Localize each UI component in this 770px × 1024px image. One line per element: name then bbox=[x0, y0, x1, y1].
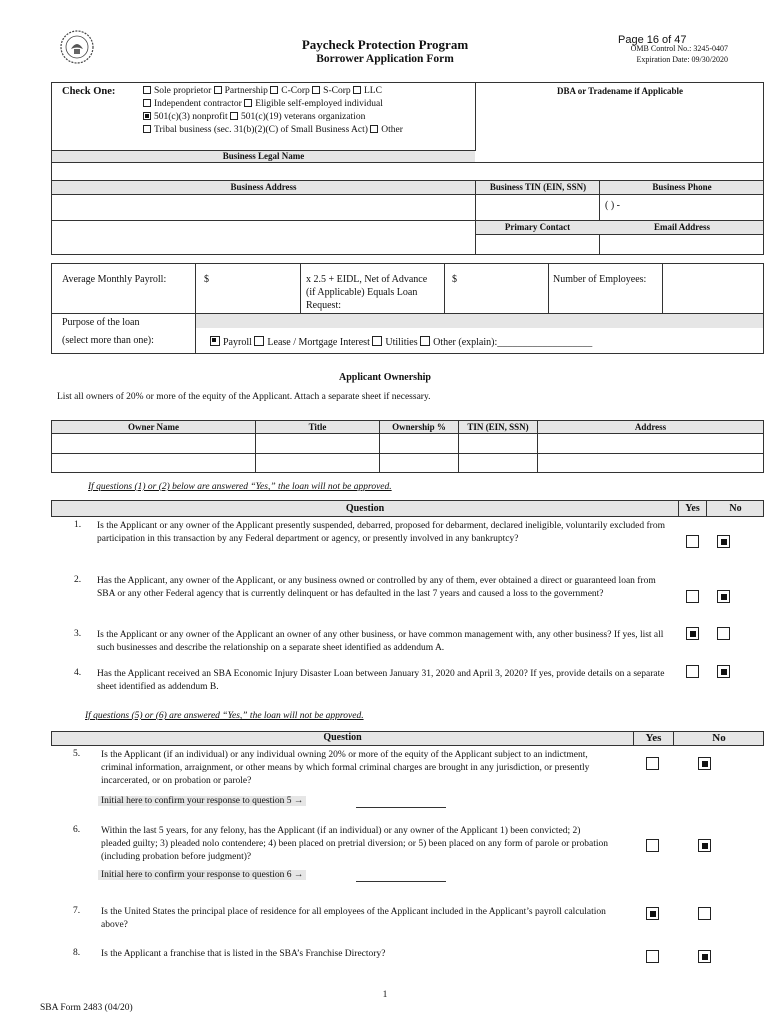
no-checkbox[interactable] bbox=[717, 665, 730, 678]
ownership-heading: Applicant Ownership bbox=[339, 372, 431, 383]
avg-payroll-label: Average Monthly Payroll: bbox=[62, 274, 167, 285]
avg-payroll-field[interactable]: $ bbox=[204, 274, 209, 285]
address-field[interactable] bbox=[52, 195, 474, 254]
page-number: 1 bbox=[382, 990, 388, 1000]
no-checkbox[interactable] bbox=[698, 839, 711, 852]
legal-name-field[interactable] bbox=[52, 163, 763, 180]
section1-warning: If questions (1) or (2) below are answered “Yes,” the loan will not be approved. bbox=[88, 482, 392, 492]
employees-field[interactable] bbox=[663, 264, 763, 312]
section1-col-no: No bbox=[729, 503, 742, 514]
form-title: Paycheck Protection Program bbox=[301, 37, 469, 52]
loan-formula-label: x 2.5 + EIDL, Net of Advance (if Applicable) Equals Loan Request: bbox=[306, 274, 428, 311]
option-label: Independent contractor bbox=[154, 99, 242, 109]
question-text: Is the Applicant a franchise that is listed in the SBA’s Franchise Directory? bbox=[101, 949, 386, 959]
question-number: 2. bbox=[74, 575, 82, 585]
option-label: 501(c)(3) nonprofit bbox=[154, 112, 228, 122]
col-tin: TIN (EIN, SSN) bbox=[467, 422, 529, 432]
employees-label: Number of Employees: bbox=[553, 274, 647, 285]
entity-options-row bbox=[143, 98, 403, 111]
section2-col-yes: Yes bbox=[645, 732, 662, 744]
page-indicator: Page 16 of 47 bbox=[618, 34, 687, 46]
checkbox[interactable] bbox=[230, 112, 238, 120]
no-checkbox[interactable] bbox=[698, 950, 711, 963]
no-checkbox[interactable] bbox=[717, 535, 730, 548]
entity-options-row bbox=[143, 111, 403, 124]
no-checkbox[interactable] bbox=[698, 907, 711, 920]
yes-checkbox[interactable] bbox=[686, 535, 699, 548]
owner-row-2[interactable] bbox=[52, 454, 763, 472]
no-checkbox[interactable] bbox=[698, 757, 711, 770]
question-number: 7. bbox=[73, 906, 81, 916]
checkbox[interactable] bbox=[143, 125, 151, 133]
omb-info bbox=[620, 43, 728, 65]
question-text: Is the Applicant or any owner of the Applicant presently suspended, debarred, proposed for debarment, declared ineligible, voluntarily excluded from participation in this transaction by any Federal department or agency, or presently involved in any bankruptcy? bbox=[97, 521, 665, 544]
question-number: 6. bbox=[73, 825, 81, 835]
form-id: SBA Form 2483 (04/20) bbox=[40, 1003, 133, 1013]
checkbox[interactable] bbox=[353, 86, 361, 94]
primary-contact-field[interactable] bbox=[476, 235, 599, 254]
section2-col-question: Question bbox=[323, 732, 362, 743]
purpose-options bbox=[210, 336, 592, 349]
checkbox[interactable] bbox=[312, 86, 320, 94]
option-label: Eligible self-employed individual bbox=[255, 99, 383, 109]
phone-field[interactable]: ( ) - bbox=[605, 200, 620, 211]
owner-row-1[interactable] bbox=[52, 434, 763, 453]
section2-col-no: No bbox=[712, 732, 726, 744]
omb-control-number: OMB Control No.: 3245-0407 bbox=[630, 44, 728, 53]
dba-field[interactable] bbox=[476, 98, 764, 150]
col-owner-name: Owner Name bbox=[127, 422, 180, 432]
question-text: Is the Applicant (if an individual) or any individual owning 20% or more of the equity of the Applicant subject to an indictment, criminal information, arraignment, or other means by which formal criminal charges are brought in any jurisdiction, or presently incarcerated, or on probation or parole? bbox=[101, 750, 590, 786]
option-label: LLC bbox=[364, 86, 382, 96]
question-text: Has the Applicant, any owner of the Applicant, or any business owned or controlled by any of them, ever obtained a direct or guaranteed loan from SBA or any other Federal agency that is currently delinquent or has defaulted in the last 7 years and caused a loss to the government? bbox=[97, 576, 656, 599]
option-label: S-Corp bbox=[323, 86, 351, 96]
checked-checkbox[interactable] bbox=[210, 336, 220, 346]
option-label: Payroll bbox=[223, 337, 252, 348]
col-ownership-pct: Ownership % bbox=[392, 422, 446, 432]
tin-field[interactable] bbox=[476, 195, 599, 219]
phone-label: Business Phone bbox=[652, 182, 712, 192]
option-label: Utilities bbox=[385, 337, 418, 348]
email-label: Email Address bbox=[653, 222, 711, 232]
question-number: 4. bbox=[74, 668, 82, 678]
checked-checkbox[interactable] bbox=[143, 112, 151, 120]
no-checkbox[interactable] bbox=[717, 627, 730, 640]
question-number: 8. bbox=[73, 948, 81, 958]
dba-label: DBA or Tradename if Applicable bbox=[556, 86, 683, 96]
loan-request-field[interactable]: $ bbox=[452, 274, 457, 285]
yes-checkbox[interactable] bbox=[646, 907, 659, 920]
question-number: 5. bbox=[73, 749, 81, 759]
initial-prompt: Initial here to confirm your response to question 6 → bbox=[98, 870, 306, 880]
purpose-label-2: (select more than one): bbox=[62, 335, 154, 346]
section1-col-yes: Yes bbox=[685, 503, 700, 514]
checkbox[interactable] bbox=[270, 86, 278, 94]
email-field[interactable] bbox=[600, 235, 763, 254]
initial-field[interactable] bbox=[356, 807, 446, 808]
option-label: Tribal business (sec. 31(b)(2)(C) of Small Business Act) bbox=[154, 125, 368, 135]
yes-checkbox[interactable] bbox=[686, 665, 699, 678]
checkbox[interactable] bbox=[372, 336, 382, 346]
col-title: Title bbox=[308, 422, 327, 432]
question-number: 1. bbox=[74, 520, 82, 530]
option-label: Other bbox=[381, 125, 403, 135]
entity-options-row bbox=[143, 85, 403, 98]
entity-options-row bbox=[143, 124, 403, 137]
section1-col-question: Question bbox=[345, 503, 385, 514]
question-text: Is the Applicant or any owner of the Applicant an owner of any other business, or have common management with, any other business? If yes, list all such businesses and describe the relationship on a separate sheet identified as addendum A. bbox=[97, 630, 664, 653]
yes-checkbox[interactable] bbox=[686, 627, 699, 640]
checkbox[interactable] bbox=[420, 336, 430, 346]
yes-checkbox[interactable] bbox=[646, 950, 659, 963]
option-label: Other (explain):___________________ bbox=[433, 337, 593, 348]
question-text: Is the United States the principal place of residence for all employees of the Applicant included in the Applicant’s payroll calculation above? bbox=[101, 907, 606, 930]
yes-checkbox[interactable] bbox=[646, 757, 659, 770]
checkbox[interactable] bbox=[214, 86, 222, 94]
tin-label: Business TIN (EIN, SSN) bbox=[489, 182, 587, 192]
checkbox[interactable] bbox=[244, 99, 252, 107]
option-label: Lease / Mortgage Interest bbox=[267, 337, 370, 348]
initial-prompt: Initial here to confirm your response to question 5 → bbox=[98, 796, 306, 806]
checkbox[interactable] bbox=[143, 86, 151, 94]
address-label: Business Address bbox=[230, 182, 297, 192]
legal-name-label: Business Legal Name bbox=[222, 151, 305, 161]
section2-warning: If questions (5) or (6) are answered “Yes,” the loan will not be approved. bbox=[85, 711, 364, 721]
question-text: Has the Applicant received an SBA Economic Injury Disaster Loan between January 31, 2020 and April 3, 2020? If yes, provide details on a separate sheet identified as addendum B. bbox=[97, 669, 665, 692]
checkbox[interactable] bbox=[370, 125, 378, 133]
check-one-label: Check One: bbox=[62, 86, 116, 97]
ownership-instruction: List all owners of 20% or more of the equity of the Applicant. Attach a separate sheet if necessary. bbox=[57, 392, 431, 402]
initial-field[interactable] bbox=[356, 881, 446, 882]
col-address: Address bbox=[634, 422, 667, 432]
option-label: 501(c)(19) veterans organization bbox=[240, 112, 366, 122]
option-label: Sole proprietor bbox=[154, 86, 212, 96]
primary-contact-label: Primary Contact bbox=[504, 222, 571, 232]
option-label: C-Corp bbox=[281, 86, 310, 96]
checkbox[interactable] bbox=[143, 99, 151, 107]
checkbox[interactable] bbox=[254, 336, 264, 346]
question-number: 3. bbox=[74, 629, 82, 639]
purpose-label-1: Purpose of the loan bbox=[62, 317, 140, 328]
option-label: Partnership bbox=[224, 86, 268, 96]
expiration-date: Expiration Date: 09/30/2020 bbox=[636, 55, 728, 64]
entity-type-options bbox=[143, 85, 403, 137]
no-checkbox[interactable] bbox=[717, 590, 730, 603]
question-text: Within the last 5 years, for any felony, has the Applicant (if an individual) or any owner of the Applicant 1) been convicted; 2) pleaded guilty; 3) pleaded nolo contendere; 4) been placed on pretrial diversion; or 5) been placed on any form of parole or probation (including probation before judgment)? bbox=[101, 826, 609, 862]
form-subtitle: Borrower Application Form bbox=[316, 53, 454, 65]
yes-checkbox[interactable] bbox=[686, 590, 699, 603]
yes-checkbox[interactable] bbox=[646, 839, 659, 852]
